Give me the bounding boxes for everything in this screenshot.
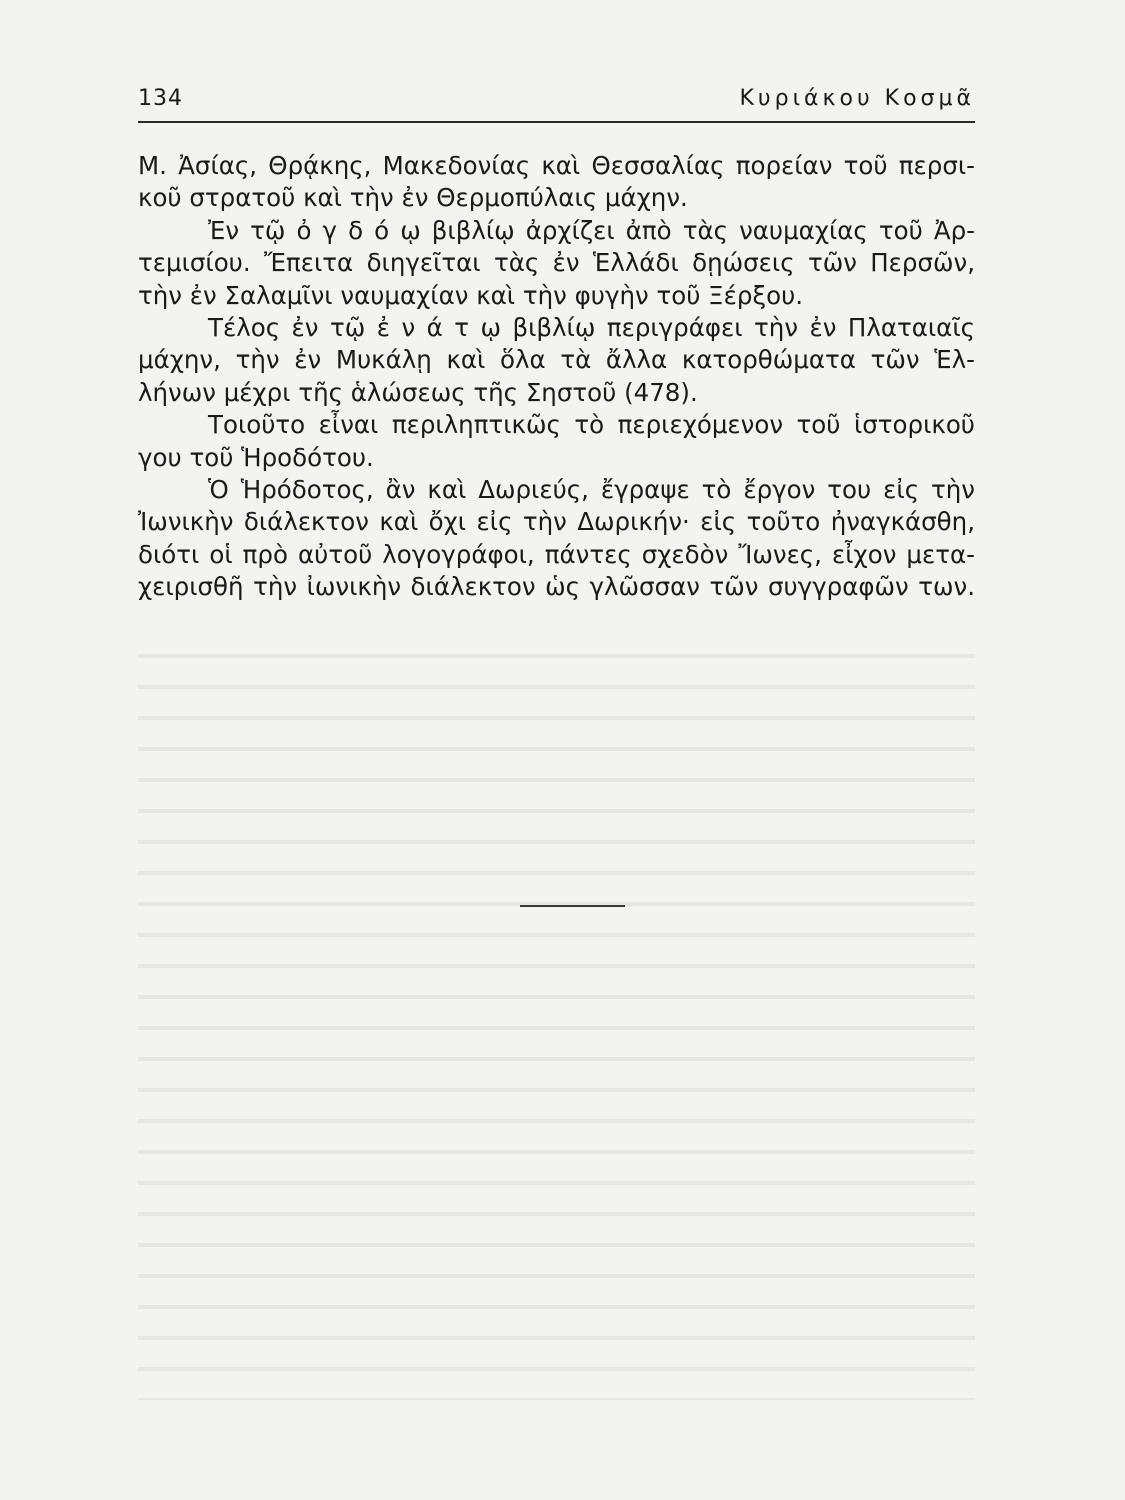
bleed-through-texture	[138, 640, 975, 1400]
text-line: Τέλος ἐν τῷ ἐ ν ά τ ῳ βιβλίῳ περιγράφει τὴν ἐν Πλαταιαῖς	[208, 312, 975, 342]
text-line: χειρισθῆ τὴν ἰωνικὴν διάλεκτον ὡς γλῶσσαν τῶν συγγραφῶν των.	[138, 572, 975, 602]
text-line: Τοιοῦτο εἶναι περιληπτικῶς τὸ περιεχόμενον τοῦ ἱστορικοῦ	[208, 410, 975, 440]
text-line: τὴν ἐν Σαλαμῖνι ναυμαχίαν καὶ τὴν φυγὴν τοῦ Ξέρξου.	[138, 280, 804, 310]
section-end-rule	[520, 905, 625, 907]
running-head	[138, 82, 975, 118]
running-title: Κυριάκου Κοσμᾶ	[739, 86, 975, 111]
body-text	[138, 150, 975, 603]
text-line: Ἰωνικὴν διάλεκτον καὶ ὄχι εἰς τὴν Δωρικήν· εἰς τοῦτο ἠναγκάσθη,	[138, 507, 975, 537]
text-line: τεμισίου. Ἔπειτα διηγεῖται τὰς ἐν Ἑλλάδι δῃώσεις τῶν Περσῶν,	[138, 248, 975, 278]
text-line: Ὁ Ἡρόδοτος, ἂν καὶ Δωριεύς, ἔγραψε τὸ ἔργον του εἰς τὴν	[208, 474, 975, 504]
text-line: μάχην, τὴν ἐν Μυκάλῃ καὶ ὅλα τὰ ἄλλα κατορθώματα τῶν Ἑλ-	[138, 345, 975, 375]
text-line: Μ. Ἀσίας, Θρᾴκης, Μακεδονίας καὶ Θεσσαλίας πορείαν τοῦ περσι-	[138, 151, 975, 180]
text-line: γου τοῦ Ἡροδότου.	[138, 442, 374, 472]
text-line: διότι οἱ πρὸ αὐτοῦ λογογράφοι, πάντες σχεδὸν Ἴωνες, εἶχον μετα-	[138, 539, 975, 569]
page-number: 134	[138, 86, 183, 111]
text-line: κοῦ στρατοῦ καὶ τὴν ἐν Θερμοπύλαις μάχην.	[138, 183, 688, 213]
header-rule	[138, 121, 975, 123]
text-line: Ἐν τῷ ὀ γ δ ό ῳ βιβλίῳ ἀρχίζει ἀπὸ τὰς ναυμαχίας τοῦ Ἀρ-	[208, 215, 975, 245]
text-line: λήνων μέχρι τῆς ἁλώσεως τῆς Σηστοῦ (478).	[138, 377, 698, 407]
